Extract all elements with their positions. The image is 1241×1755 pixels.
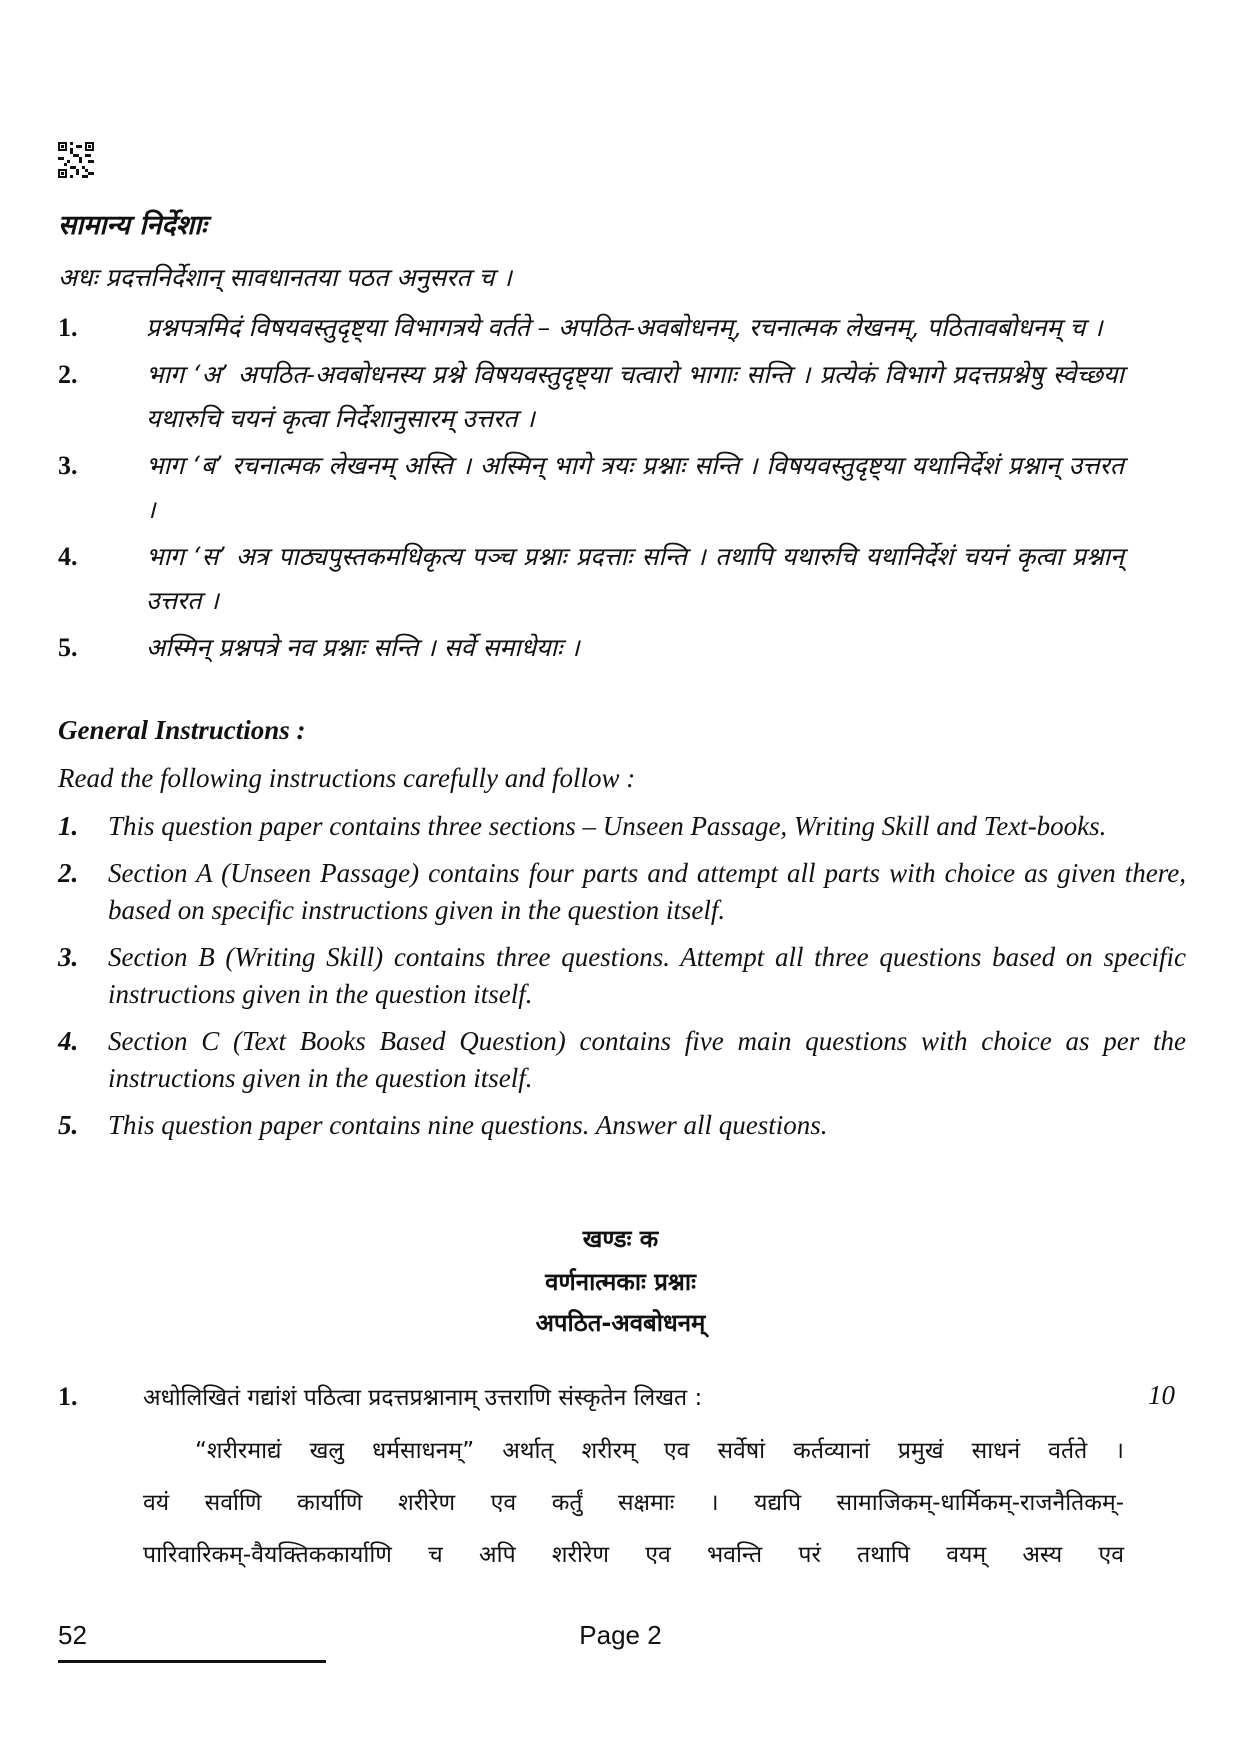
item-text: भाग ‘अ’ अपठित-अवबोधनस्य प्रश्ने विषयवस्तुदृष्ट्या चत्वारो भागाः सन्ति । प्रत्येकं विभागे प्रदत्तप्रश्नेषु स्वेच्छया यथारुचि चयनं कृत्वा निर्देशानुसारम् उत्तरत । — [146, 360, 1124, 433]
section-subtitle: वर्णनात्मकाः प्रश्नाः — [545, 1268, 696, 1296]
passage-line: “शरीरमाद्यं खलु धर्मसाधनम्” अर्थात् शरीरम् एव सर्वेषां कर्तव्यानां प्रमुखं साधनं वर्तते । — [195, 1438, 1124, 1464]
item-text: This question paper contains three sections – Unseen Passage, Writing Skill and Text-books. — [108, 811, 1107, 841]
hindi-instructions-heading: सामान्य निर्देशाः — [58, 210, 207, 241]
list-item — [58, 626, 1124, 670]
list-item — [58, 444, 1124, 532]
item-text: भाग ‘ब’ रचनात्मक लेखनम् अस्ति । अस्मिन् भागे त्रयः प्रश्नाः सन्ति । विषयवस्तुदृष्ट्या यथानिर्देशं प्रश्नान् उत्तरत । — [146, 451, 1124, 524]
list-item — [58, 808, 1186, 845]
footer-divider — [58, 1660, 326, 1663]
passage — [143, 1425, 1124, 1581]
general-instructions-heading: General Instructions : — [58, 715, 306, 745]
item-number: 1. — [58, 811, 79, 841]
item-number: 5. — [58, 633, 78, 662]
item-text: Section B (Writing Skill) contains three questions. Attempt all three questions based on specific instructions given in the question itself. — [108, 942, 1186, 1009]
item-text: भाग ‘स’ अत्र पाठ्यपुस्तकमधिकृत्य पञ्च प्रश्नाः प्रदत्ताः सन्ति । तथापि यथारुचि यथानिर्देशं चयनं कृत्वा प्रश्नान् उत्तरत । — [146, 542, 1124, 615]
hindi-instructions-intro: अधः प्रदत्तनिर्देशान् सावधानतया पठत अनुसरत च । — [58, 263, 512, 292]
list-item — [58, 1023, 1186, 1097]
question-instruction: अधोलिखितं गद्यांशं पठित्वा प्रदत्तप्रश्नानाम् उत्तराणि संस्कृतेन लिखत : — [143, 1385, 703, 1411]
item-number: 4. — [58, 1026, 79, 1056]
list-item — [58, 353, 1124, 441]
section-title: खण्डः क — [582, 1225, 659, 1253]
passage-line: वयं सर्वाणि कार्याणि शरीरेण एव कर्तुं सक्षमाः । यद्यपि सामाजिकम्-धार्मिकम्-राजनैतिकम्- — [143, 1490, 1124, 1516]
item-text: प्रश्नपत्रमिदं विषयवस्तुदृष्ट्या विभागत्रये वर्तते – अपठित-अवबोधनम्, रचनात्मक लेखनम्, पठितावबोधनम् च । — [146, 313, 1103, 342]
qr-code-icon — [58, 142, 94, 178]
paper-code: 52 — [58, 1620, 87, 1650]
list-item — [58, 535, 1124, 623]
question-marks: 10 — [1148, 1380, 1175, 1410]
item-number: 1. — [58, 313, 78, 342]
item-number: 2. — [58, 360, 78, 389]
general-instructions-intro: Read the following instructions carefully and follow : — [58, 763, 636, 793]
item-number: 3. — [58, 451, 78, 480]
item-text: अस्मिन् प्रश्नपत्रे नव प्रश्नाः सन्ति । सर्वे समाधेयाः । — [146, 633, 580, 662]
general-instructions-list — [58, 808, 1186, 1154]
list-item — [58, 306, 1124, 350]
page-number: Page 2 — [579, 1620, 662, 1650]
section-topic: अपठित-अवबोधनम् — [535, 1309, 706, 1337]
hindi-instructions-list — [58, 306, 1124, 673]
list-item — [58, 855, 1186, 929]
item-number: 5. — [58, 1110, 79, 1140]
list-item — [58, 1107, 1186, 1144]
item-number: 3. — [58, 942, 79, 972]
question-number: 1. — [58, 1382, 78, 1411]
item-text: This question paper contains nine questions. Answer all questions. — [108, 1110, 828, 1140]
item-number: 4. — [58, 542, 78, 571]
item-text: Section C (Text Books Based Question) contains five main questions with choice as per the instructions given in the question itself. — [108, 1026, 1186, 1093]
passage-line: पारिवारिकम्-वैयक्तिककार्याणि च अपि शरीरेण एव भवन्ति परं तथापि वयम् अस्य एव — [143, 1542, 1124, 1568]
item-number: 2. — [58, 858, 79, 888]
item-text: Section A (Unseen Passage) contains four parts and attempt all parts with choice as given there, based on specific instructions given in the question itself. — [108, 858, 1186, 925]
list-item — [58, 939, 1186, 1013]
